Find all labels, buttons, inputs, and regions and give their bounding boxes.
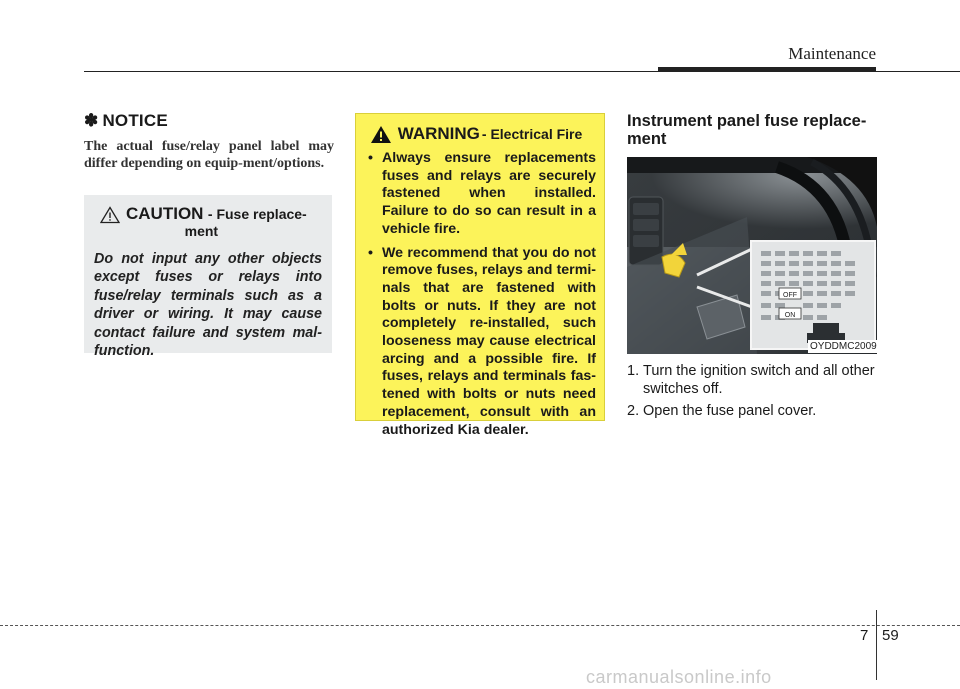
step-item: [627, 362, 879, 398]
fuse-panel-photo: [627, 157, 877, 354]
bullet-icon: •: [368, 150, 373, 166]
notice-text: The actual fuse/relay panel label may differ depending on equip-ment/options.: [84, 139, 334, 171]
section-title: Maintenance: [788, 44, 876, 63]
notice-star-icon: ✽: [84, 111, 99, 130]
step-number: 2.: [627, 403, 640, 419]
caution-title-row: [94, 205, 322, 240]
caution-title: CAUTION: [126, 204, 204, 223]
warning-item-text: We recommend that you do not remove fuses, relays and termi-nals that are fastened with bolts or nuts. If they are not completely re-installed, such looseness may cause electrical arcing and a possible fire. If fuses, relays and terminals fas-tened with bolts or nuts need replacement, consult with an authorized Kia dealer.: [382, 244, 596, 438]
step-number: 1.: [627, 363, 640, 379]
page-number: 59: [882, 627, 899, 644]
step-item: [627, 402, 879, 420]
bullet-icon: •: [368, 244, 373, 261]
notice-heading: [84, 111, 168, 131]
header-rule-accent: [658, 67, 876, 72]
caution-body: Do not input any other objects except fuses or relays into fuse/relay terminals such as a driver or wiring. It may cause contact failure and system mal-function.: [94, 251, 322, 360]
step-text: Open the fuse panel cover.: [643, 403, 817, 419]
warning-item: [366, 150, 596, 239]
fuse-off-label: OFF: [783, 292, 797, 299]
warning-title: WARNING: [397, 124, 480, 143]
footer-rule: [0, 625, 960, 626]
warning-triangle-icon: [370, 125, 392, 144]
fuse-panel-illustration: [627, 157, 877, 354]
fuse-on-label: ON: [784, 312, 796, 319]
footer-divider: [876, 610, 877, 680]
step-text: Turn the ignition switch and all other switches off.: [643, 363, 875, 397]
notice-title: NOTICE: [102, 111, 168, 130]
warning-item-text: Always ensure replacements fuses and relays are securely fastened when installed. Failure to do so can result in a vehicle fire.: [382, 150, 596, 237]
caution-subtitle: - Fuse replace-: [207, 206, 307, 222]
chapter-number: 7: [860, 627, 869, 644]
steps-list: [627, 362, 879, 424]
caution-triangle-icon: [100, 206, 120, 224]
warning-item: [366, 245, 596, 440]
caution-title-text: [126, 205, 307, 240]
caution-subtitle-cont: ment: [184, 223, 219, 239]
caution-box: [84, 195, 332, 360]
image-code: OYDDMC2009: [810, 341, 877, 352]
warning-list: [366, 150, 596, 439]
warning-title-row: [356, 124, 596, 144]
instrument-heading: Instrument panel fuse replace-ment: [627, 112, 867, 148]
warning-subtitle: - Electrical Fire: [481, 126, 583, 142]
warning-box: [355, 113, 605, 438]
watermark: carmanualsonline.info: [586, 667, 772, 687]
